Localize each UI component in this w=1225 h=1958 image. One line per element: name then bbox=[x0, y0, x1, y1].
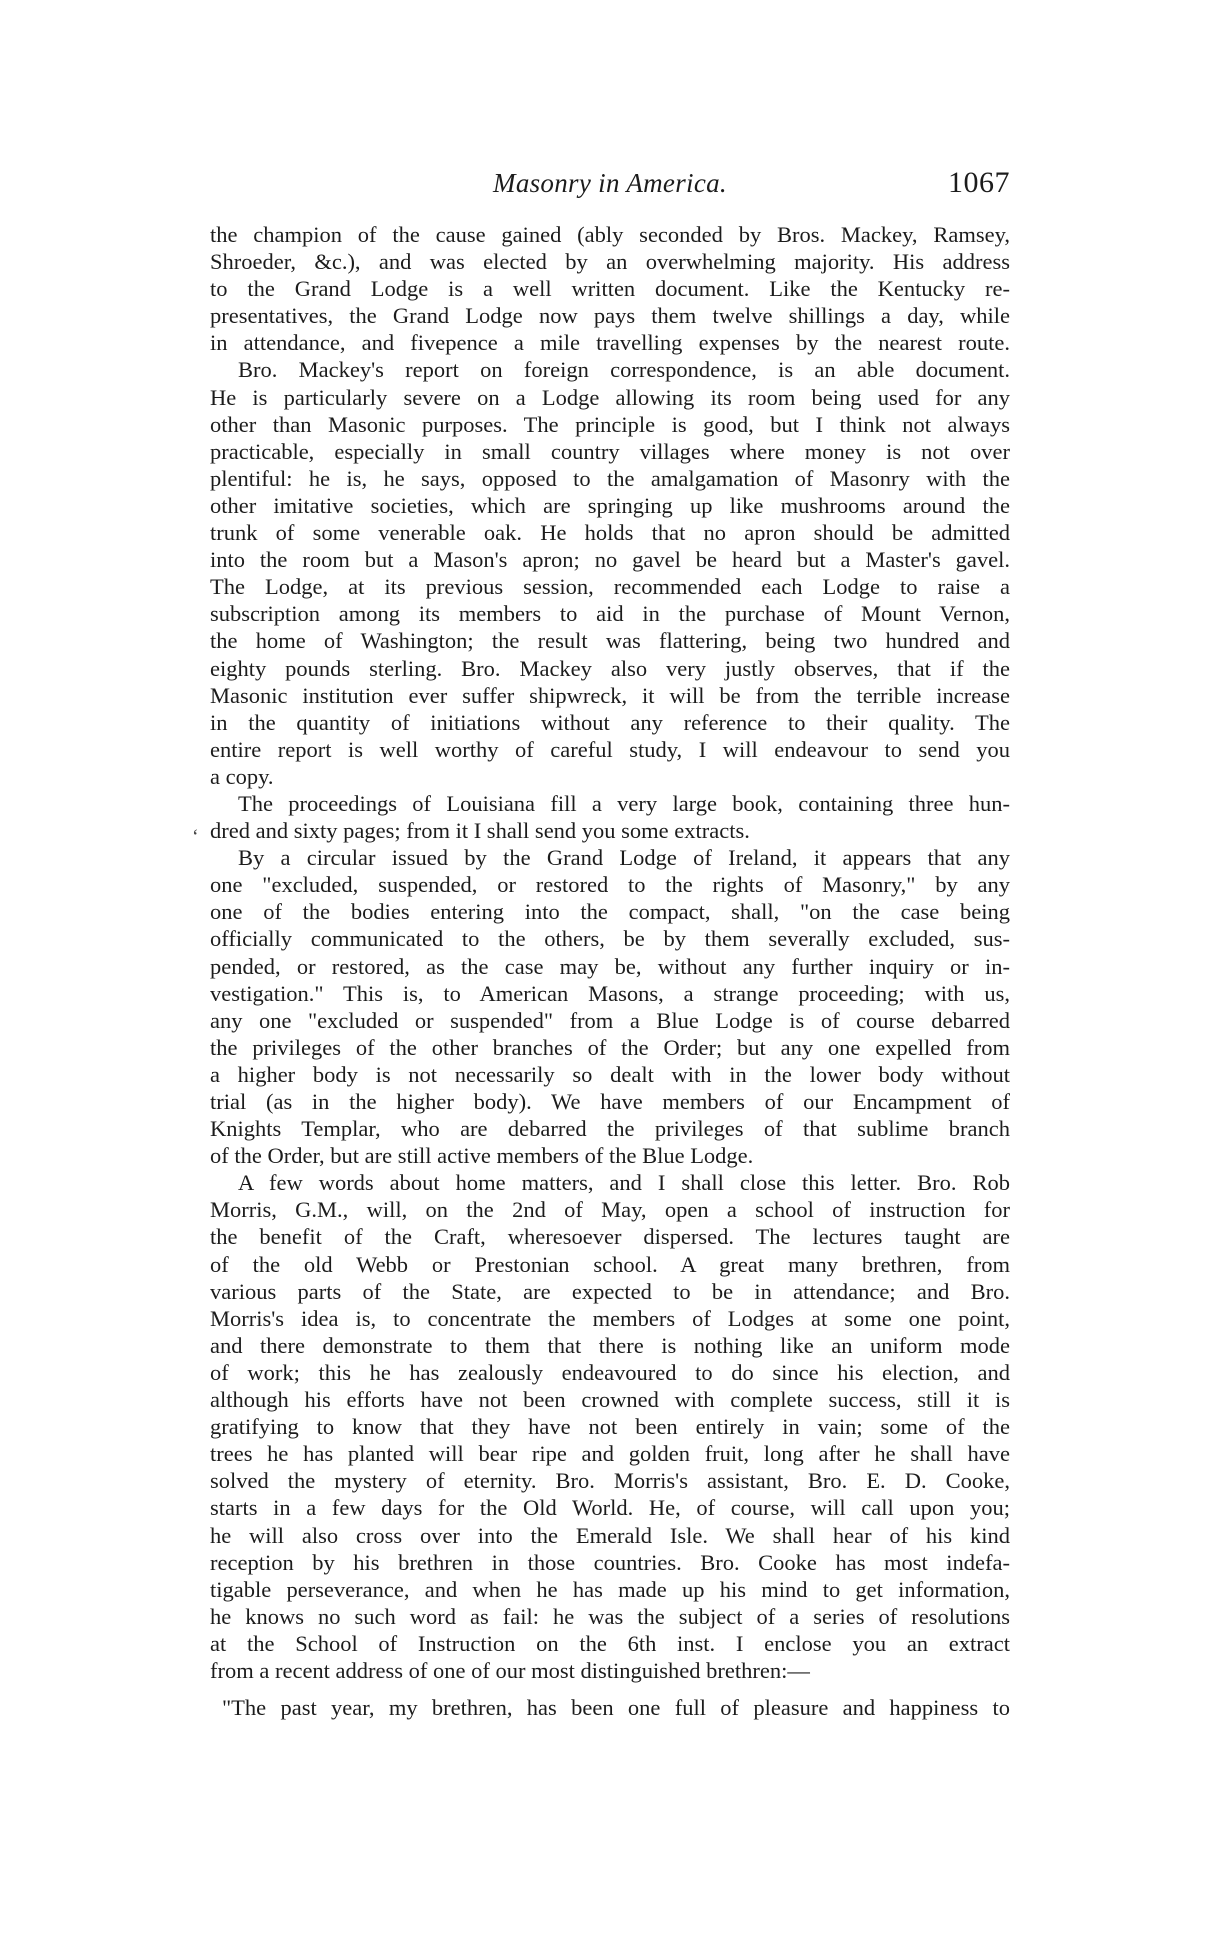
text-line: gratifying to know that they have not been entirely in vain; some of the bbox=[210, 1414, 1010, 1440]
text-line: tigable perseverance, and when he has made up his mind to get information, bbox=[210, 1576, 1010, 1602]
text-line: a higher body is not necessarily so dealt with in the lower body without bbox=[210, 1061, 1010, 1087]
text-line: of the old Webb or Prestonian school. A great many brethren, from bbox=[210, 1251, 1010, 1277]
text-line: the champion of the cause gained (ably seconded by Bros. Mackey, Ramsey, bbox=[210, 222, 1010, 247]
text-line: at the School of Instruction on the 6th inst. I enclose you an extract bbox=[210, 1630, 1010, 1656]
margin-mark: ‘ bbox=[192, 826, 199, 848]
text-line: entire report is well worthy of careful study, I will endeavour to send you bbox=[210, 736, 1010, 762]
text-line: trees he has planted will bear ripe and golden fruit, long after he shall have bbox=[210, 1441, 1010, 1467]
text-line: into the room but a Mason's apron; no gavel be heard but a Master's gavel. bbox=[210, 547, 1010, 573]
text-line: the privileges of the other branches of the Order; but any one expelled from bbox=[210, 1034, 1010, 1060]
text-line: the benefit of the Craft, wheresoever dispersed. The lectures taught are bbox=[210, 1224, 1010, 1250]
text-line: Bro. Mackey's report on foreign correspondence, is an able document. bbox=[238, 357, 1010, 383]
text-line: A few words about home matters, and I shall close this letter. Bro. Rob bbox=[238, 1170, 1010, 1196]
text-line: starts in a few days for the Old World. He, of course, will call upon you; bbox=[210, 1495, 1010, 1521]
text-line: subscription among its members to aid in the purchase of Mount Vernon, bbox=[210, 601, 1010, 627]
text-line: He is particularly severe on a Lodge allowing its room being used for any bbox=[210, 384, 1010, 410]
text-line: Masonic institution ever suffer shipwreck, it will be from the terrible increase bbox=[210, 682, 1010, 708]
text-line: other than Masonic purposes. The principle is good, but I think not always bbox=[210, 411, 1010, 437]
quote-line: "The past year, my brethren, has been one full of pleasure and happiness to bbox=[222, 1695, 1010, 1721]
text-line: in attendance, and fivepence a mile travelling expenses by the nearest route. bbox=[210, 330, 1010, 356]
text-line: from a recent address of one of our most distinguished brethren:— bbox=[210, 1657, 810, 1683]
text-line: he will also cross over into the Emerald Isle. We shall hear of his kind bbox=[210, 1522, 1010, 1548]
text-line: Knights Templar, who are debarred the privileges of that sublime branch bbox=[210, 1116, 1010, 1142]
text-line: Morris's idea is, to concentrate the members of Lodges at some one point, bbox=[210, 1305, 1010, 1331]
body-text bbox=[210, 221, 1010, 1721]
text-line: officially communicated to the others, be by them severally excluded, sus- bbox=[210, 926, 1010, 952]
text-line: to the Grand Lodge is a well written document. Like the Kentucky re- bbox=[210, 276, 1010, 302]
running-title: Masonry in America. bbox=[493, 168, 727, 198]
running-head bbox=[210, 168, 1010, 208]
text-line: By a circular issued by the Grand Lodge of Ireland, it appears that any bbox=[238, 845, 1010, 871]
text-line: vestigation." This is, to American Masons, a strange proceeding; with us, bbox=[210, 980, 1010, 1006]
text-line: The proceedings of Louisiana fill a very large book, containing three hun- bbox=[238, 790, 1010, 816]
text-line: and there demonstrate to them that there is nothing like an uniform mode bbox=[210, 1332, 1010, 1358]
text-line: a copy. bbox=[210, 763, 274, 789]
text-line: presentatives, the Grand Lodge now pays them twelve shillings a day, while bbox=[210, 303, 1010, 329]
text-line: pended, or restored, as the case may be, without any further inquiry or in- bbox=[210, 953, 1010, 979]
text-line: one "excluded, suspended, or restored to the rights of Masonry," by any bbox=[210, 872, 1010, 898]
text-line: trunk of some venerable oak. He holds that no apron should be admitted bbox=[210, 520, 1010, 546]
text-line: trial (as in the higher body). We have members of our Encampment of bbox=[210, 1089, 1010, 1114]
text-line: dred and sixty pages; from it I shall send you some extracts. bbox=[210, 818, 750, 844]
text-line: solved the mystery of eternity. Bro. Morris's assistant, Bro. E. D. Cooke, bbox=[210, 1468, 1010, 1494]
text-line: the home of Washington; the result was flattering, being two hundred and bbox=[210, 628, 1010, 654]
text-line: plentiful: he is, he says, opposed to the amalgamation of Masonry with the bbox=[210, 465, 1010, 491]
text-line: Morris, G.M., will, on the 2nd of May, open a school of instruction for bbox=[210, 1197, 1010, 1223]
text-line: practicable, especially in small country villages where money is not over bbox=[210, 438, 1010, 464]
text-line: although his efforts have not been crowned with complete success, still it is bbox=[210, 1387, 1010, 1413]
text-line: various parts of the State, are expected to be in attendance; and Bro. bbox=[210, 1278, 1010, 1304]
page-number: 1067 bbox=[948, 166, 1010, 199]
text-line: of work; this he has zealously endeavoured to do since his election, and bbox=[210, 1359, 1010, 1385]
text-line: other imitative societies, which are springing up like mushrooms around the bbox=[210, 492, 1010, 518]
text-line: Shroeder, &c.), and was elected by an overwhelming majority. His address bbox=[210, 249, 1010, 275]
text-line: he knows no such word as fail: he was the subject of a series of resolutions bbox=[210, 1603, 1010, 1629]
text-line: of the Order, but are still active members of the Blue Lodge. bbox=[210, 1143, 754, 1169]
text-line: reception by his brethren in those countries. Bro. Cooke has most indefa- bbox=[210, 1549, 1010, 1575]
text-line: any one "excluded or suspended" from a Blue Lodge is of course debarred bbox=[210, 1007, 1010, 1033]
text-line: one of the bodies entering into the compact, shall, "on the case being bbox=[210, 899, 1010, 925]
text-line: in the quantity of initiations without any reference to their quality. The bbox=[210, 709, 1010, 735]
text-line: eighty pounds sterling. Bro. Mackey also very justly observes, that if the bbox=[210, 655, 1010, 681]
text-line: The Lodge, at its previous session, recommended each Lodge to raise a bbox=[210, 574, 1010, 600]
